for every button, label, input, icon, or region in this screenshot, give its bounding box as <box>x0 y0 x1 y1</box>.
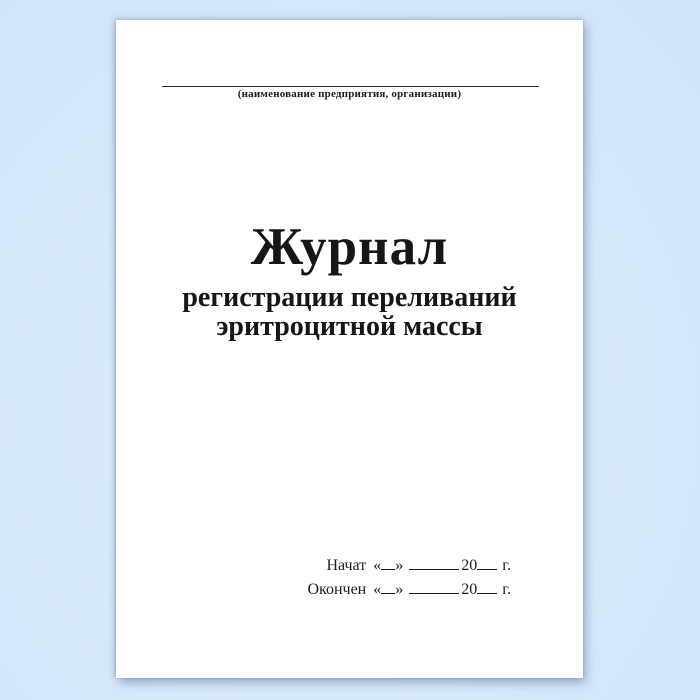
year-prefix: 20 <box>461 581 478 598</box>
year-prefix: 20 <box>461 557 478 574</box>
year-suffix: г. <box>502 581 511 598</box>
date-finished-label: Окончен <box>307 581 367 598</box>
quote-close: » <box>395 581 404 598</box>
quote-open: « <box>373 581 382 598</box>
journal-cover-page <box>116 20 583 678</box>
date-finished-row <box>307 578 511 602</box>
year-fill-in-blank <box>477 568 497 570</box>
month-fill-in-blank <box>409 592 459 594</box>
year-suffix: г. <box>502 557 511 574</box>
day-fill-in-blank <box>381 592 395 594</box>
organization-name-caption: (наименование предприятия, организации) <box>237 88 462 100</box>
page-subtitle-line-2: эритроцитной массы <box>216 311 483 342</box>
year-fill-in-blank <box>477 592 497 594</box>
quote-close: » <box>395 557 404 574</box>
organization-name-line <box>162 86 539 87</box>
date-fields-block <box>307 554 511 602</box>
date-started-label: Начат <box>326 557 367 574</box>
page-title: Журнал <box>250 218 449 276</box>
month-fill-in-blank <box>409 568 459 570</box>
date-started-row <box>307 554 511 578</box>
quote-open: « <box>373 557 382 574</box>
page-subtitle-line-1: регистрации переливаний <box>182 282 517 313</box>
day-fill-in-blank <box>381 568 395 570</box>
page-subtitle <box>116 283 583 341</box>
